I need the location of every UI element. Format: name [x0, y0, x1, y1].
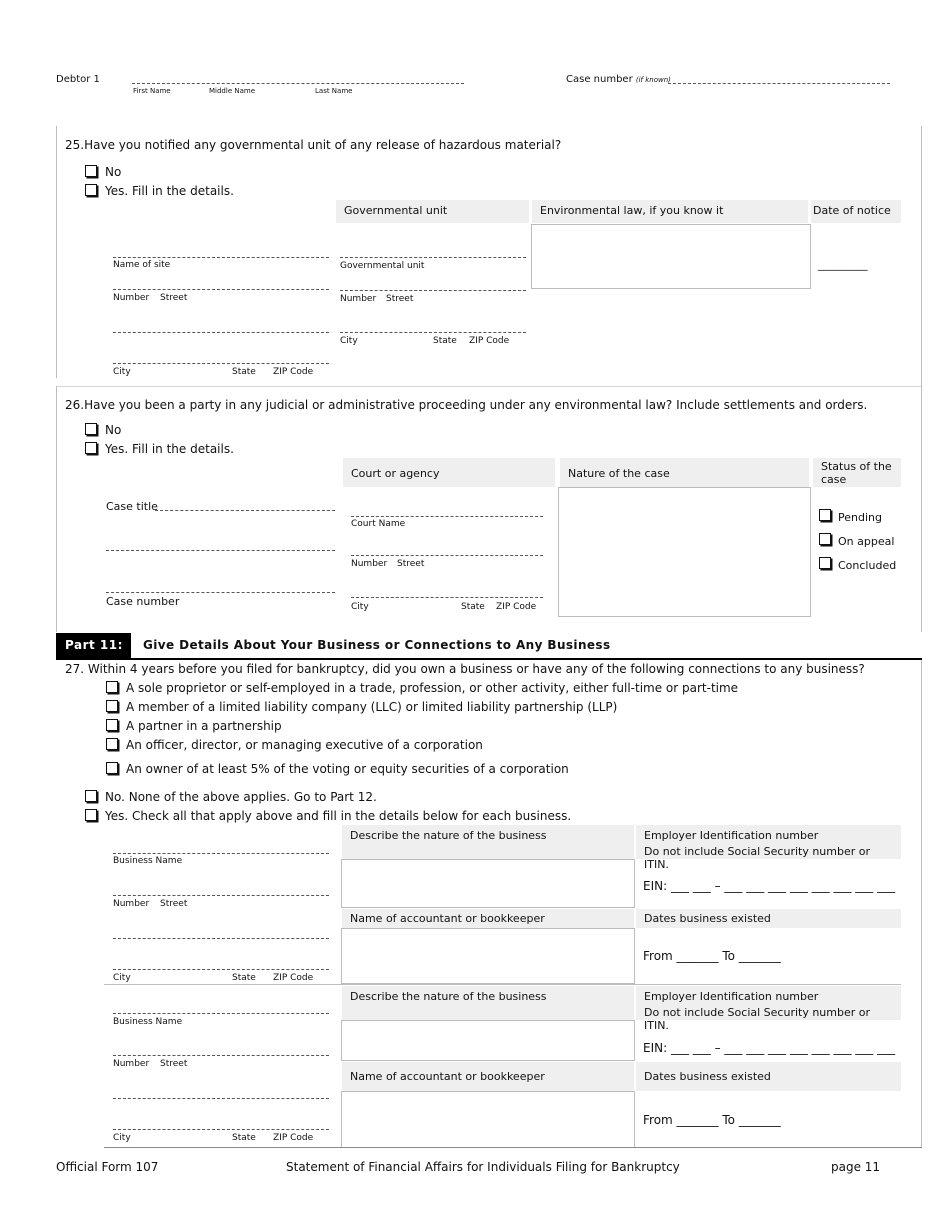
q26-col-nature: Nature of the case — [560, 458, 809, 487]
biz2-city-label: City — [113, 1133, 131, 1143]
debtor-label: Debtor 1 — [56, 74, 100, 85]
q26-court-number-label: Number — [351, 559, 388, 569]
q26-right-border — [921, 386, 922, 632]
part11-label: Part 11: — [56, 633, 131, 658]
q25-street-label: Street — [160, 293, 188, 303]
biz1-street-line[interactable] — [113, 895, 329, 896]
footer-title: Statement of Financial Affairs for Individuals Filing for Bankruptcy — [286, 1160, 680, 1174]
q26-pending-label: Pending — [838, 511, 882, 524]
q27-no-label: No. None of the above applies. Go to Part 12. — [105, 790, 377, 804]
q26-col-status: Status of the case — [813, 458, 901, 487]
biz2-name-label: Business Name — [113, 1017, 183, 1027]
q25-date-field[interactable]: _________ — [818, 258, 868, 271]
q26-col-court: Court or agency — [343, 458, 555, 487]
q26-court-state-label: State — [461, 602, 485, 612]
q25-col-gov-unit: Governmental unit — [336, 200, 529, 223]
q27-right-border — [921, 660, 922, 1148]
biz2-accountant-header: Name of accountant or bookkeeper — [342, 1062, 634, 1091]
q26-pending-checkbox[interactable] — [819, 509, 831, 521]
biz1-zip-label: ZIP Code — [273, 973, 314, 983]
biz1-ein-header — [636, 825, 901, 871]
biz1-name-line[interactable] — [113, 853, 329, 854]
q25-yes-checkbox[interactable] — [85, 184, 97, 196]
q26-on-appeal-checkbox[interactable] — [819, 533, 831, 545]
biz1-nature-field[interactable] — [341, 859, 635, 908]
q25-gov-street-line[interactable] — [340, 290, 526, 291]
q25-number-label: Number — [113, 293, 150, 303]
q27-no-checkbox[interactable] — [85, 790, 97, 802]
q26-case-number-line[interactable] — [106, 592, 335, 593]
q26-question: 26.Have you been a party in any judicial or administrative proceeding under any environmental law? Include settlements and orders. — [65, 398, 868, 412]
q27-yes-checkbox[interactable] — [85, 809, 97, 821]
biz2-nature-header: Describe the nature of the business — [342, 986, 634, 1020]
q27-question: 27. Within 4 years before you filed for bankruptcy, did you own a business or have any of the following connections to any business? — [65, 662, 865, 676]
case-number-line[interactable] — [668, 83, 890, 84]
biz2-nature-field[interactable] — [341, 1020, 635, 1061]
q25-name-of-site: Name of site — [113, 260, 171, 270]
q26-no-label: No — [105, 423, 122, 437]
q26-court-name-label: Court Name — [351, 519, 406, 529]
q26-court-street-line[interactable] — [351, 555, 543, 556]
q27-option-officer: An officer, director, or managing executive of a corporation — [126, 738, 483, 752]
q25-site-city-line[interactable] — [113, 363, 329, 364]
part11-rule — [56, 658, 922, 660]
q26-on-appeal-label: On appeal — [838, 535, 895, 548]
q26-nature-field[interactable] — [558, 487, 811, 617]
biz2-dates-field[interactable]: From _______ To _______ — [643, 1113, 781, 1127]
q26-court-street-label: Street — [397, 559, 425, 569]
biz1-extra-line[interactable] — [113, 938, 329, 939]
q26-case-number-label: Case number — [106, 595, 180, 608]
biz2-city-line[interactable] — [113, 1129, 329, 1130]
q25-gov-state-label: State — [433, 336, 457, 346]
q26-yes-checkbox[interactable] — [85, 442, 97, 454]
q26-court-name-line[interactable] — [351, 516, 543, 517]
biz2-street-label: Street — [160, 1059, 188, 1069]
biz1-ein-note: Do not include Social Security number or ITIN. — [644, 845, 871, 871]
q25-env-law-field[interactable] — [531, 224, 811, 289]
q27-option-owner: An owner of at least 5% of the voting or equity securities of a corporation — [126, 762, 569, 776]
biz1-accountant-header: Name of accountant or bookkeeper — [342, 909, 634, 928]
q26-case-title-line[interactable] — [155, 510, 335, 511]
q27-option-llc: A member of a limited liability company (LLC) or limited liability partnership (LLP) — [126, 700, 618, 714]
q25-gov-zip-label: ZIP Code — [469, 336, 510, 346]
last-name-label: Last Name — [315, 87, 353, 95]
q25-left-border — [56, 126, 57, 378]
q25-state-label: State — [232, 367, 256, 377]
biz1-dates-field[interactable]: From _______ To _______ — [643, 949, 781, 963]
part11-title: Give Details About Your Business or Connections to Any Business — [143, 638, 611, 652]
q26-court-zip-label: ZIP Code — [496, 602, 537, 612]
q26-yes-label: Yes. Fill in the details. — [105, 442, 234, 456]
q25-gov-unit-label: Governmental unit — [340, 261, 425, 271]
biz2-ein-field[interactable]: EIN: ___ ___ – ___ ___ ___ ___ ___ ___ ___ ___ — [643, 1041, 896, 1055]
biz1-number-label: Number — [113, 899, 150, 909]
q25-no-label: No — [105, 165, 122, 179]
case-number-label: Case number (if known) — [566, 74, 671, 85]
q25-gov-street-label: Street — [386, 294, 414, 304]
biz2-name-line[interactable] — [113, 1013, 329, 1014]
q25-city-label: City — [113, 367, 131, 377]
biz2-street-line[interactable] — [113, 1055, 329, 1056]
footer-page: page 11 — [831, 1160, 881, 1174]
biz2-dates-header: Dates business existed — [636, 1062, 901, 1091]
biz2-accountant-field[interactable] — [341, 1091, 635, 1148]
q25-site-extra-line[interactable] — [113, 332, 329, 333]
q27-option-sole-proprietor: A sole proprietor or self-employed in a trade, profession, or other activity, either full-time or part-time — [126, 681, 739, 695]
biz2-zip-label: ZIP Code — [273, 1133, 314, 1143]
biz1-state-label: State — [232, 973, 256, 983]
q27-option-partner: A partner in a partnership — [126, 719, 282, 733]
biz2-state-label: State — [232, 1133, 256, 1143]
biz1-name-label: Business Name — [113, 856, 183, 866]
q27-option-owner-checkbox[interactable] — [106, 762, 118, 774]
q25-no-checkbox[interactable] — [85, 165, 97, 177]
q26-case-title-label: Case title — [106, 500, 158, 513]
q25-gov-number-label: Number — [340, 294, 377, 304]
biz2-ein-note: Do not include Social Security number or ITIN. — [644, 1006, 871, 1032]
q27-option-llc-checkbox[interactable] — [106, 700, 118, 712]
q26-no-checkbox[interactable] — [85, 423, 97, 435]
biz1-dates-header: Dates business existed — [636, 909, 901, 928]
q27-option-sole-proprietor-checkbox[interactable] — [106, 681, 118, 693]
q26-concluded-label: Concluded — [838, 559, 897, 572]
first-name-label: First Name — [133, 87, 171, 95]
biz1-ein-title: Employer Identification number — [644, 829, 819, 842]
q26-court-city-label: City — [351, 602, 369, 612]
q25-gov-city-label: City — [340, 336, 358, 346]
q26-court-city-line[interactable] — [351, 597, 543, 598]
q25-col-env-law: Environmental law, if you know it — [532, 200, 808, 223]
q25-gov-city-line[interactable] — [340, 332, 526, 333]
q26-case-title-line-2[interactable] — [106, 550, 335, 551]
biz2-ein-header — [636, 986, 901, 1032]
footer-form: Official Form 107 — [56, 1160, 159, 1174]
q25-site-name-line[interactable] — [113, 257, 329, 258]
q26-left-border — [56, 386, 57, 632]
q26-concluded-checkbox[interactable] — [819, 557, 831, 569]
biz1-accountant-field[interactable] — [341, 928, 635, 984]
q25-right-border — [921, 126, 922, 386]
q27-option-partner-checkbox[interactable] — [106, 719, 118, 731]
q25-yes-label: Yes. Fill in the details. — [105, 184, 234, 198]
q25-divider — [56, 386, 922, 387]
middle-name-label: Middle Name — [209, 87, 255, 95]
biz1-ein-field[interactable]: EIN: ___ ___ – ___ ___ ___ ___ ___ ___ ___ ___ — [643, 879, 896, 893]
biz1-street-label: Street — [160, 899, 188, 909]
q25-gov-unit-line[interactable] — [340, 257, 526, 258]
biz2-number-label: Number — [113, 1059, 150, 1069]
q27-bottom-rule — [104, 1147, 922, 1148]
biz2-ein-title: Employer Identification number — [644, 990, 819, 1003]
q25-col-date: Date of notice — [811, 200, 901, 223]
biz1-city-line[interactable] — [113, 969, 329, 970]
q27-yes-label: Yes. Check all that apply above and fill in the details below for each business. — [105, 809, 572, 823]
q27-option-officer-checkbox[interactable] — [106, 738, 118, 750]
debtor-name-line[interactable] — [132, 83, 464, 84]
biz1-nature-header: Describe the nature of the business — [342, 825, 634, 859]
q25-question: 25.Have you notified any governmental unit of any release of hazardous material? — [65, 138, 562, 152]
q25-zip-label: ZIP Code — [273, 367, 314, 377]
biz-divider — [104, 984, 901, 985]
q25-site-street-line[interactable] — [113, 289, 329, 290]
biz2-extra-line[interactable] — [113, 1098, 329, 1099]
biz1-city-label: City — [113, 973, 131, 983]
